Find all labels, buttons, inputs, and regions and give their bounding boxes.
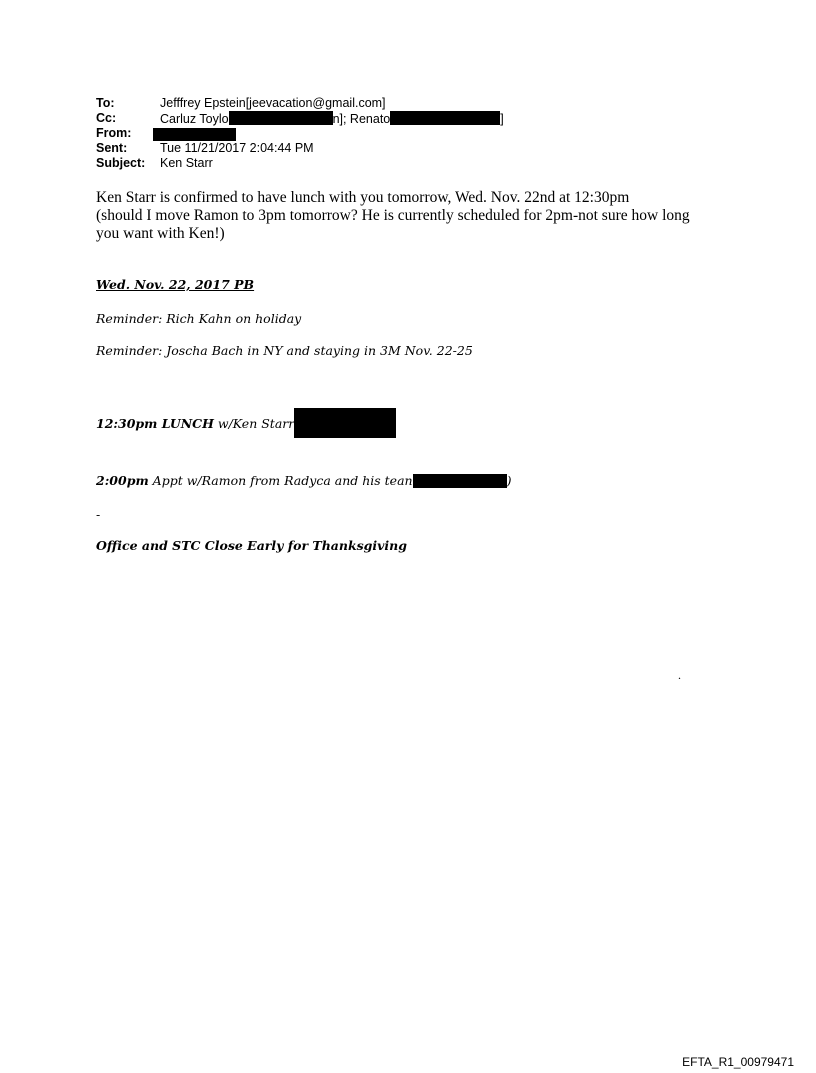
- lunch-entry: [96, 408, 396, 438]
- from-label: From:: [96, 126, 132, 140]
- redaction-box: [294, 408, 396, 438]
- reminder-line: Reminder: Joscha Bach in NY and staying in 3M Nov. 22-25: [96, 343, 473, 358]
- body-line: Ken Starr is confirmed to have lunch with you tomorrow, Wed. Nov. 22nd at 12:30pm: [96, 189, 630, 206]
- lunch-time: 12:30pm LUNCH: [96, 416, 214, 431]
- cc-name-1: Carluz Toylo: [160, 112, 229, 126]
- subject-value: Ken Starr: [160, 156, 213, 170]
- sent-label: Sent:: [96, 141, 128, 155]
- office-closing-note: Office and STC Close Early for Thanksgiving: [96, 538, 408, 553]
- redaction-box: [153, 128, 236, 141]
- sent-value: Tue 11/21/2017 2:04:44 PM: [160, 141, 314, 155]
- lunch-detail: w/Ken Starr: [213, 416, 295, 431]
- dash-mark: -: [96, 507, 101, 522]
- schedule-date-heading: Wed. Nov. 22, 2017 PB: [96, 277, 255, 292]
- appt-time: 2:00pm: [96, 473, 149, 488]
- appt-close: ): [506, 473, 512, 488]
- subject-label: Subject:: [96, 156, 146, 170]
- to-label: To:: [96, 96, 115, 110]
- cc-label: Cc:: [96, 111, 117, 125]
- body-line: (should I move Ramon to 3pm tomorrow? He is currently scheduled for 2pm-not sure how long: [96, 207, 690, 224]
- email-body: [96, 189, 736, 243]
- cc-name-2: n]; Renato: [332, 112, 391, 126]
- reminder-line: Reminder: Rich Kahn on holiday: [96, 311, 302, 326]
- appt-detail: Appt w/Ramon from Radyca and his tean: [148, 473, 413, 488]
- appointment-entry: [96, 473, 511, 488]
- body-line: you want with Ken!): [96, 225, 225, 242]
- redaction-box: [413, 474, 507, 488]
- cc-end: ]: [500, 112, 504, 126]
- redaction-box: [390, 111, 500, 125]
- cc-value: [160, 111, 504, 127]
- redaction-box: [229, 111, 333, 125]
- to-value: Jefffrey Epstein[jeevacation@gmail.com]: [160, 96, 386, 110]
- stray-mark: .: [678, 668, 681, 682]
- document-id: EFTA_R1_00979471: [682, 1055, 794, 1069]
